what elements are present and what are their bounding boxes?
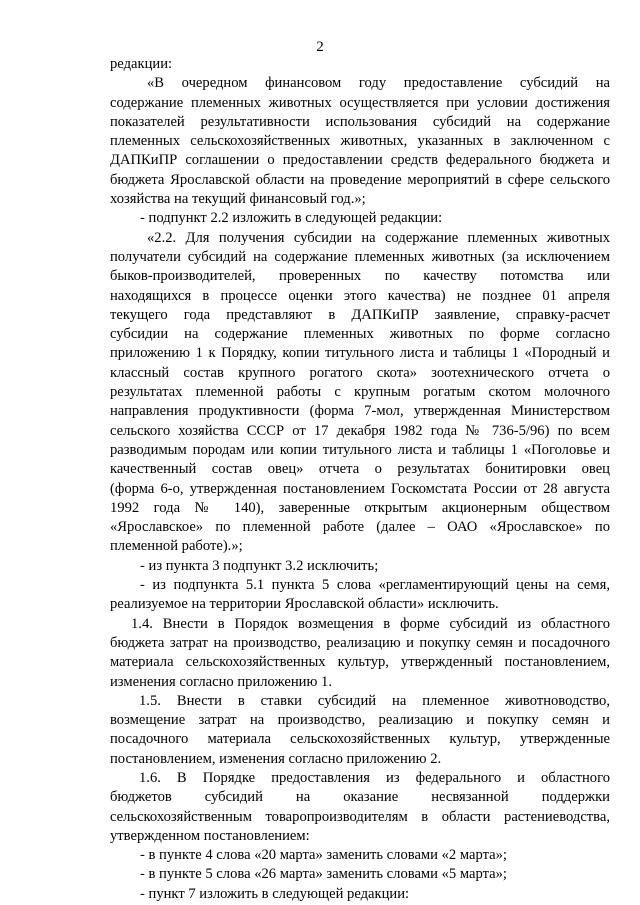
text-line: постановлением, изменения согласно приложению 2. xyxy=(110,750,442,767)
text-line: - из подпункта 5.1 пункта 5 слова «регламентирующий цены на семя, xyxy=(140,577,610,594)
text-line: 1.6. В Порядке предоставления из федерального и областного xyxy=(139,769,610,786)
text-line: направления продуктивности (форма 7-мол, утвержденная Министерством xyxy=(110,403,610,420)
text-line: материала сельскохозяйственных культур, утвержденный постановлением, xyxy=(110,654,610,671)
text-line: показателей результативности использования субсидий на содержание xyxy=(110,113,610,130)
text-line: племенных сельскохозяйственных животных, указанных в заключенном с xyxy=(110,133,610,150)
text-line: приложению 1 к Порядку, копии титульного листа и таблицы 1 «Породный и xyxy=(110,345,610,362)
text-line: получатели субсидий на содержание племенных животных (за исключением xyxy=(110,248,610,265)
text-line: - подпункт 2.2 изложить в следующей редакции: xyxy=(140,210,443,227)
text-line: утвержденном постановлением: xyxy=(110,827,310,844)
text-line: 1.5. Внести в ставки субсидий на племенное животноводство, xyxy=(139,692,610,709)
text-line: классный состав крупного рогатого скота» зоотехнического отчета о xyxy=(110,364,610,381)
text-line: посадочного материала сельскохозяйственных культур, утвержденные xyxy=(110,731,610,748)
text-line: возмещение затрат на производство, реализацию и покупку семян и xyxy=(110,712,610,729)
text-line: «В очередном финансовом году предоставление субсидий на xyxy=(147,75,610,92)
text-line: 1.4. Внести в Порядок возмещения в форме субсидий из областного xyxy=(131,615,610,632)
text-line: разводимым породам или копии титульного листа и таблицы 1 «Поголовье и xyxy=(110,441,610,458)
text-line: (форма 6-о, утвержденная постановлением Госкомстата России от 28 августа xyxy=(110,480,610,497)
text-line: - пункт 7 изложить в следующей редакции: xyxy=(140,885,410,902)
text-line: реализуемое на территории Ярославской области» исключить. xyxy=(110,596,499,613)
text-line: качественный состав овец» отчета о результатах бонитировки овец xyxy=(110,461,610,478)
text-line: - из пункта 3 подпункт 3.2 исключить; xyxy=(140,557,379,574)
text-line: текущего года представляют в ДАПКиПР заявление, справку-расчет xyxy=(110,306,610,323)
text-line: изменения согласно приложению 1. xyxy=(110,673,332,690)
text-line: сельскохозяйственным товаропроизводителям в области растениеводства, xyxy=(110,808,610,825)
text-line: племенной работе).»; xyxy=(110,538,243,555)
text-line: - в пункте 4 слова «20 марта» заменить словами «2 марта»; xyxy=(140,847,507,864)
text-line: бюджета Ярославской области на проведение мероприятий в сфере сельского xyxy=(110,171,610,188)
text-line: - в пункте 5 слова «26 марта» заменить словами «5 марта»; xyxy=(140,866,507,883)
text-line: находящихся в процессе оценки этого качества) не позднее 01 апреля xyxy=(110,287,610,304)
text-line: бюджета затрат на производство, реализацию и покупку семян и посадочного xyxy=(110,634,610,651)
text-line: «2.2. Для получения субсидии на содержание племенных животных xyxy=(147,229,610,246)
page-number: 2 xyxy=(316,39,324,55)
text-line: бюджетов субсидий на оказание несвязанной поддержки xyxy=(110,789,610,806)
text-line: быков-производителей, проверенных по качеству потомства или xyxy=(110,268,610,285)
text-line: редакции: xyxy=(110,56,173,72)
text-line: 1992 года № 140), заверенные открытым акционерным обществом xyxy=(110,499,610,516)
text-line: сельского хозяйства СССР от 17 декабря 1982 года № 736-5/96) по всем xyxy=(110,422,610,439)
text-line: хозяйства на текущий финансовый год.»; xyxy=(110,191,366,208)
text-line: содержание племенных животных осуществляется при условии достижения xyxy=(110,94,610,111)
text-line: «Ярославское» по племенной работе (далее – ОАО «Ярославское» по xyxy=(110,519,610,536)
document-body xyxy=(110,55,610,904)
text-line: результатах племенной работы с крупным рогатым скотом молочного xyxy=(110,384,610,401)
text-line: ДАПКиПР соглашении о предоставлении средств федерального бюджета и xyxy=(110,152,610,169)
text-line: субсидии на содержание племенных животных по форме согласно xyxy=(110,326,610,343)
